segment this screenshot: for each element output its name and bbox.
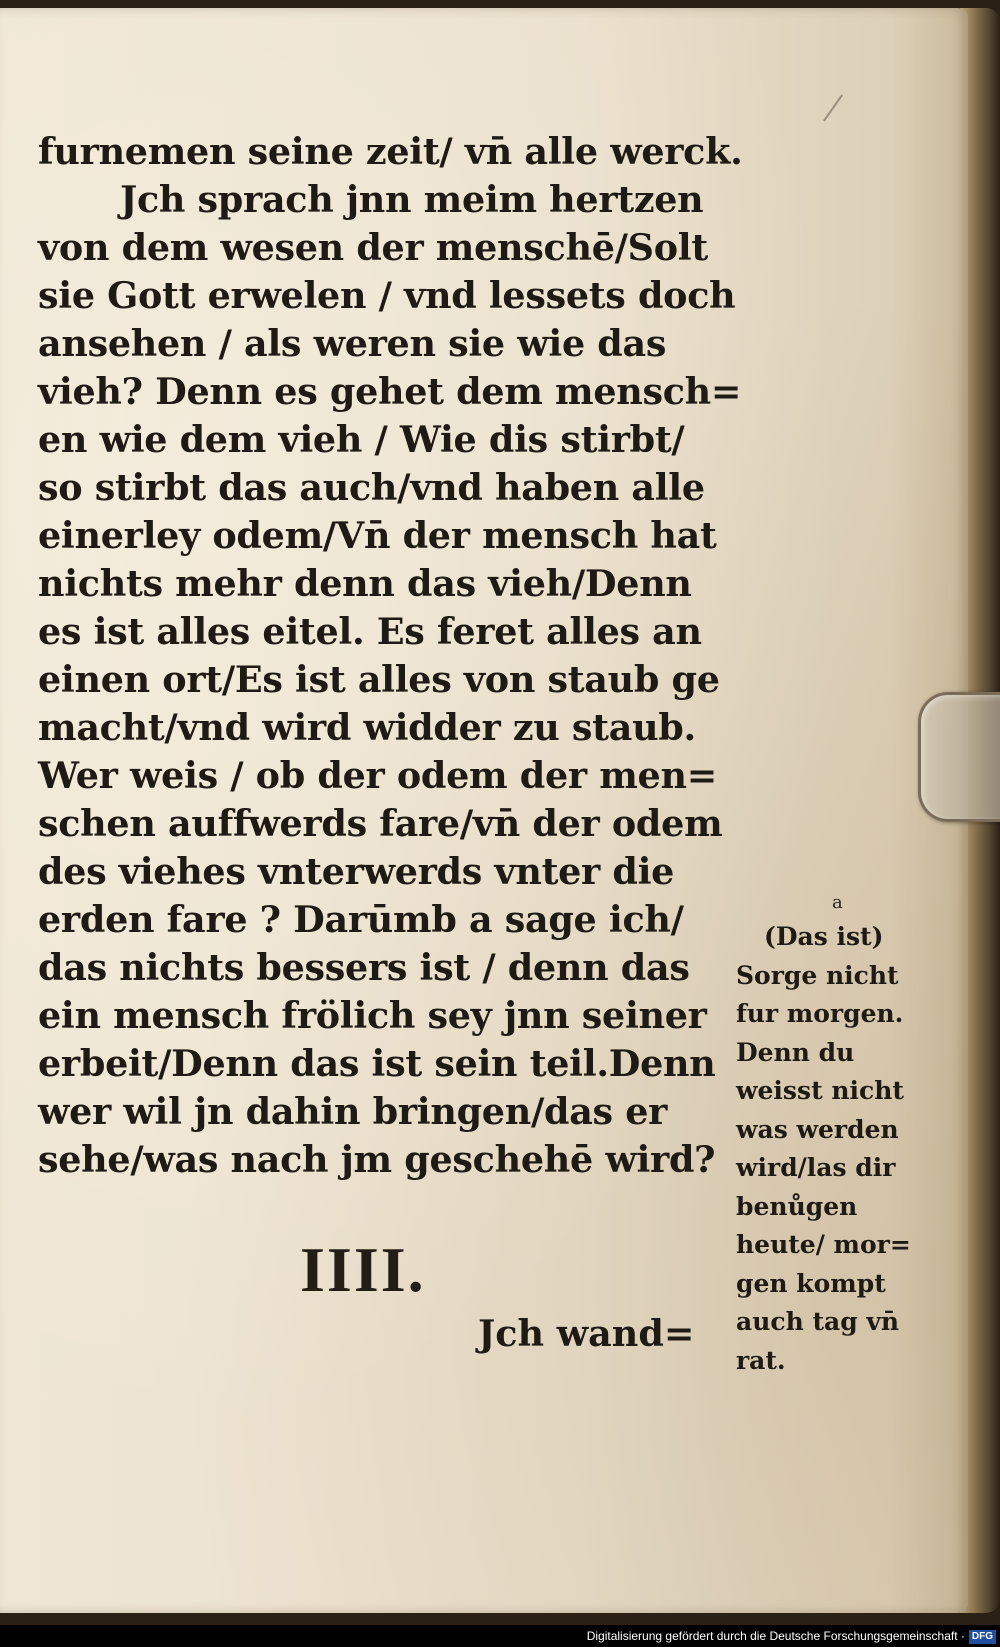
dfg-logo: DFG	[969, 1630, 996, 1644]
book-clasp	[918, 692, 1000, 822]
gloss-line: weisst nicht	[736, 1076, 904, 1105]
text-line: es ist alles eitel. Es feret alles an	[38, 610, 702, 653]
text-line: erden fare ? Darūmb a sage ich/	[38, 898, 684, 941]
gloss-line: benůgen	[736, 1191, 858, 1221]
text-line: des viehes vnterwerds vnter die	[38, 850, 675, 893]
text-line: von dem wesen der menschē/Solt	[38, 226, 708, 269]
gloss-line: (Das ist)	[764, 922, 884, 951]
text-line: Wer weis / ob der odem der men=	[38, 754, 717, 797]
text-line: wer wil jn dahin bringen/das er	[38, 1090, 668, 1133]
gloss-line: wird/las dir	[736, 1153, 896, 1182]
text-line: einen ort/Es ist alles von staub ge	[38, 658, 720, 701]
text-line: en wie dem vieh / Wie dis stirbt/	[38, 418, 685, 461]
text-line: macht/vnd wird widder zu staub.	[38, 706, 696, 749]
gloss-line: Sorge nicht	[736, 960, 899, 990]
text-line: ein mensch frölich sey jnn seiner	[38, 994, 707, 1037]
text-line: furnemen seine zeit/ vn̄ alle werck.	[38, 130, 743, 173]
text-line: das nichts bessers ist / denn das	[38, 946, 690, 989]
gloss-line: Denn du	[736, 1037, 855, 1067]
gloss-line: gen kompt	[736, 1268, 886, 1298]
margin-gloss	[736, 918, 936, 1380]
text-line: nichts mehr denn das vieh/Denn	[38, 562, 692, 605]
gloss-line: heute/ mor=	[736, 1230, 911, 1259]
text-line: so stirbt das auch/vnd haben alle	[38, 466, 705, 509]
main-text-block	[38, 128, 743, 1184]
digitization-credit-bar	[0, 1625, 1000, 1647]
text-line: ansehen / als weren sie wie das	[38, 322, 667, 365]
gloss-marker: a	[832, 892, 843, 913]
credit-text: Digitalisierung gefördert durch die Deutsche Forschungsgemeinschaft ·	[586, 1629, 965, 1643]
chapter-number: IIII.	[300, 1234, 426, 1305]
gloss-line: rat.	[736, 1345, 786, 1375]
text-line: sie Gott erwelen / vnd lessets doch	[38, 274, 736, 317]
text-line: erbeit/Denn das ist sein teil.Denn	[38, 1042, 716, 1085]
gloss-line: auch tag vn̄	[736, 1307, 900, 1336]
catchword: Jch wand=	[478, 1312, 695, 1355]
gloss-line: was werden	[736, 1114, 899, 1144]
text-line: vieh? Denn es gehet dem mensch=	[38, 370, 742, 413]
gloss-line: fur morgen.	[736, 999, 904, 1028]
text-line: einerley odem/Vn̄ der mensch hat	[38, 514, 717, 557]
text-line: Jch sprach jnn meim hertzen	[120, 178, 704, 221]
text-line: sehe/was nach jm geschehē wird?	[38, 1138, 716, 1181]
text-line: schen auffwerds fare/vn̄ der odem	[38, 802, 723, 845]
